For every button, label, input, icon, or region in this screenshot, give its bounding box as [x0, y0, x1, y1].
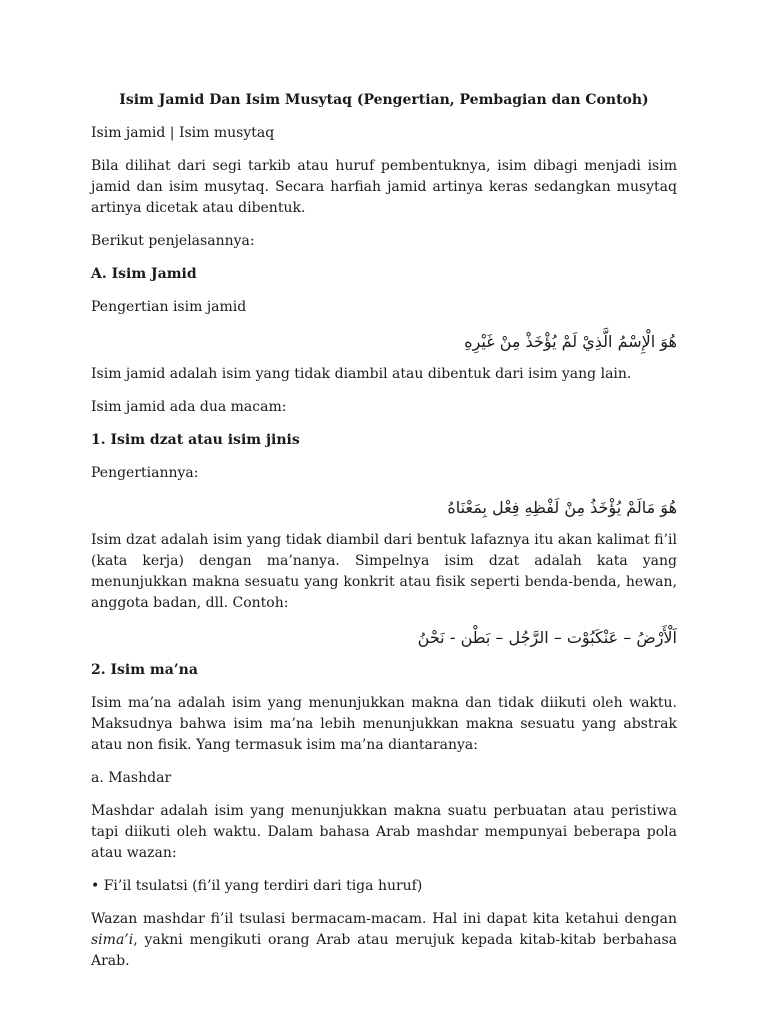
subsection-2a-label: a. Mashdar	[91, 770, 172, 786]
subsection-2-definition: Isim ma’na adalah isim yang menunjukkan makna dan tidak diikuti oleh waktu. Maksudnya bahwa isim ma’na lebih menunjukkan makna sesuatu yang abstrak atau non fisik. Yang termasuk isim ma’na diantaranya:	[91, 695, 677, 753]
bullet-item-fiil-tsulatsi: • Fi’il tsulatsi (fi’il yang terdiri dari tiga huruf)	[91, 878, 423, 894]
wazan-text-part2: , yakni mengikuti orang Arab atau merujuk kepada kitab-kitab berbahasa Arab.	[91, 932, 677, 969]
wazan-text-part1: Wazan mashdar fi’il tsulasi bermacam-macam. Hal ini dapat kita ketahui dengan	[91, 911, 677, 927]
explanation-lead: Berikut penjelasannya:	[91, 233, 255, 249]
section-a-heading: A. Isim Jamid	[91, 266, 197, 282]
subsection-1-arabic-text: هُوَ مَالَمْ يُؤْخَذُ مِنْ لَفْظِهِ فِعْل بِمَعْنَاهُ	[447, 498, 677, 517]
wazan-italic-term: sima’i	[91, 932, 134, 948]
intro-paragraph: Bila dilihat dari segi tarkib atau huruf pembentuknya, isim dibagi menjadi isim jamid dan isim musytaq. Secara harfiah jamid artinya keras sedangkan musytaq artinya dicetak atau dibentuk.	[91, 158, 677, 216]
section-a-types: Isim jamid ada dua macam:	[91, 399, 287, 415]
subsection-1-label: Pengertiannya:	[91, 465, 199, 481]
section-a-arabic-text: هُوَ الْإِسْمُ الَّذِيْ لَمْ يُؤْخَذْ مِنْ غَيْرِهِ	[464, 332, 677, 351]
subsection-1-heading: 1. Isim dzat atau isim jinis	[91, 432, 300, 448]
wazan-paragraph	[91, 909, 677, 972]
subsection-1-definition: Isim dzat adalah isim yang tidak diambil dari bentuk lafaznya itu akan kalimat fi’il (kata kerja) dengan ma’nanya. Simpelnya isim dzat adalah kata yang menunjukkan makna sesuatu yang konkrit atau fisik seperti benda-benda, hewan, anggota badan, dll. Contoh:	[91, 532, 677, 611]
document-page	[91, 90, 677, 984]
document-title: Isim Jamid Dan Isim Musytaq (Pengertian, Pembagian dan Contoh)	[119, 92, 649, 108]
section-a-definition: Isim jamid adalah isim yang tidak diambil atau dibentuk dari isim yang lain.	[91, 366, 632, 382]
subsection-2-heading: 2. Isim ma’na	[91, 662, 198, 678]
tags-line: Isim jamid | Isim musytaq	[91, 125, 275, 141]
subsection-2a-definition: Mashdar adalah isim yang menunjukkan makna suatu perbuatan atau peristiwa tapi diikuti oleh waktu. Dalam bahasa Arab mashdar mempunyai beberapa pola atau wazan:	[91, 803, 677, 861]
section-a-definition-label: Pengertian isim jamid	[91, 299, 247, 315]
subsection-1-arabic-examples: اَلْأَرْضُ – عَنْكَبُوْت – الرَّجُل – بَطْن - نَحْنُ	[417, 628, 677, 647]
